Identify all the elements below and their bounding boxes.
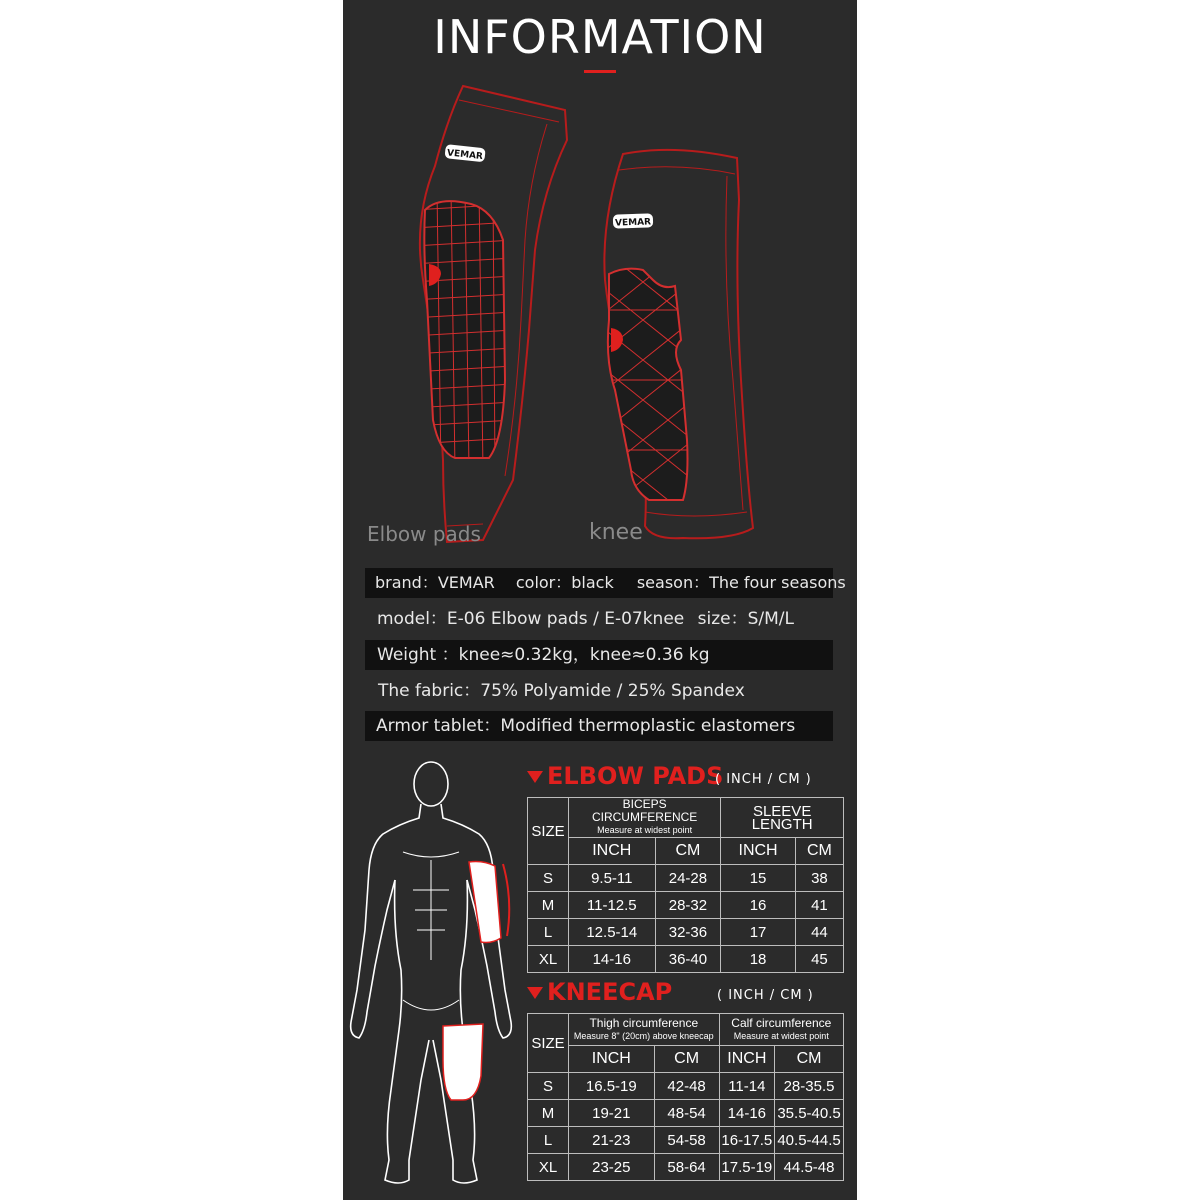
table-cell: S: [528, 865, 569, 892]
table-cell: 42-48: [654, 1073, 719, 1100]
knee-highlight: [443, 1024, 483, 1100]
table-row: [528, 946, 844, 973]
text-elbow_table-group1-subtitle: Measure at widest point: [597, 825, 693, 835]
table-cell: 17: [721, 919, 796, 946]
knee-pad-grid: [593, 250, 693, 520]
vemar-logo-elbow: [444, 144, 485, 162]
spec-fabric: [365, 676, 833, 706]
text-specs-line3: Weight ：knee≈0.32kg，knee≈0.36 kg: [377, 645, 710, 665]
table-cell: S: [528, 1073, 569, 1100]
table-cell: 23-25: [569, 1154, 655, 1181]
table-cell: XL: [528, 946, 569, 973]
spec-model: model：E-06 Elbow pads / E-07knee: [377, 609, 685, 629]
info-panel: [343, 0, 857, 1200]
table-cell: 36-40: [655, 946, 721, 973]
table-cell: 18: [721, 946, 796, 973]
table-cell: CM: [775, 1046, 844, 1073]
table-cell: 41: [795, 892, 843, 919]
table-cell: 9.5-11: [569, 865, 656, 892]
table-cell: CM: [795, 838, 843, 865]
product-illustration: [343, 80, 857, 560]
table-cell: 16-17.5: [719, 1127, 774, 1154]
title-underline: [584, 70, 616, 73]
table-cell: 16.5-19: [569, 1073, 655, 1100]
table-cell: 24-28: [655, 865, 721, 892]
table-cell: CM: [654, 1046, 719, 1073]
text-knee_table-group2-title: Calf circumference: [731, 1015, 832, 1030]
text-logo_text: VEMAR: [446, 148, 484, 163]
sleeve-length-header: SLEEVE LENGTH: [721, 798, 844, 838]
table-cell: M: [528, 1100, 569, 1127]
spec-weight: [365, 640, 833, 670]
table-cell: INCH: [569, 838, 656, 865]
spec-color: color：black: [515, 573, 614, 592]
table-cell: CM: [655, 838, 721, 865]
elbow-table-heading: [527, 762, 723, 790]
table-row: [528, 919, 844, 946]
vemar-logo-knee: [613, 213, 653, 228]
table-cell: INCH: [721, 838, 796, 865]
table-cell: 14-16: [569, 946, 656, 973]
spec-brand-color-season: [365, 568, 846, 598]
text-knee_table-group2-subtitle: Measure at widest point: [733, 1030, 829, 1041]
table-cell: 11-12.5: [569, 892, 656, 919]
text-knee_table-group1-title: Thigh circumference: [589, 1015, 699, 1030]
table-cell: 11-14: [719, 1073, 774, 1100]
table-cell: 21-23: [569, 1127, 655, 1154]
table-cell: 28-32: [655, 892, 721, 919]
table-cell: 16: [721, 892, 796, 919]
elbow-size-table: [527, 797, 844, 973]
spec-brand: brand：VEMAR: [375, 573, 495, 592]
table-row: [528, 1073, 844, 1100]
table-cell: 58-64: [654, 1154, 719, 1181]
knee-label: knee: [589, 520, 643, 545]
elbow-unit-note: ( INCH / CM ): [715, 772, 812, 787]
knee-size-table: [527, 1013, 844, 1181]
table-cell: L: [528, 919, 569, 946]
calf-header: [719, 1014, 843, 1046]
spec-armor: [365, 711, 833, 741]
table-row: [528, 892, 844, 919]
table-cell: 54-58: [654, 1127, 719, 1154]
table-row: [528, 1127, 844, 1154]
text-specs-line5: Armor tablet：Modified thermoplastic elastomers: [376, 716, 796, 736]
knee-table-heading: [527, 978, 672, 1006]
text-elbow_table-heading: ELBOW PADS: [547, 762, 724, 790]
table-cell: 19-21: [569, 1100, 655, 1127]
text-specs-line4: The fabric：75% Polyamide / 25% Spandex: [378, 681, 745, 701]
spec-size: size：S/M/L: [697, 609, 795, 629]
text-elbow_table-group1-title: BICEPS CIRCUMFERENCE: [591, 797, 698, 824]
body-measurement-figure: [343, 760, 523, 1200]
page-title: INFORMATION: [433, 10, 767, 64]
spec-season: season：The four seasons: [636, 573, 846, 592]
table-cell: 48-54: [654, 1100, 719, 1127]
table-row: [528, 1154, 844, 1181]
size-header: SIZE: [528, 798, 569, 865]
table-cell: 35.5-40.5: [775, 1100, 844, 1127]
table-cell: 44: [795, 919, 843, 946]
table-cell: 14-16: [719, 1100, 774, 1127]
table-cell: 44.5-48: [775, 1154, 844, 1181]
table-cell: 32-36: [655, 919, 721, 946]
spec-model-size: [365, 604, 833, 634]
table-cell: 38: [795, 865, 843, 892]
text-logo_text: VEMAR: [614, 217, 652, 229]
thigh-header: [569, 1014, 720, 1046]
elbow-pads-label: Elbow pads: [367, 522, 481, 546]
table-cell: 12.5-14: [569, 919, 656, 946]
table-cell: INCH: [569, 1046, 655, 1073]
table-cell: 17.5-19: [719, 1154, 774, 1181]
size-header: SIZE: [528, 1014, 569, 1073]
table-cell: 45: [795, 946, 843, 973]
table-cell: 15: [721, 865, 796, 892]
table-cell: 40.5-44.5: [775, 1127, 844, 1154]
table-cell: 28-35.5: [775, 1073, 844, 1100]
table-row: [528, 865, 844, 892]
table-cell: M: [528, 892, 569, 919]
text-knee_table-group1-subtitle: Measure 8" (20cm) above kneecap: [573, 1030, 714, 1041]
knee-unit-note: ( INCH / CM ): [717, 988, 814, 1003]
elbow-pad-grid: [413, 190, 513, 470]
table-row: [528, 1100, 844, 1127]
table-cell: XL: [528, 1154, 569, 1181]
table-cell: L: [528, 1127, 569, 1154]
table-cell: INCH: [719, 1046, 774, 1073]
biceps-header: [569, 798, 721, 838]
text-knee_table-heading: KNEECAP: [547, 978, 673, 1006]
elbow-highlight: [469, 862, 501, 943]
